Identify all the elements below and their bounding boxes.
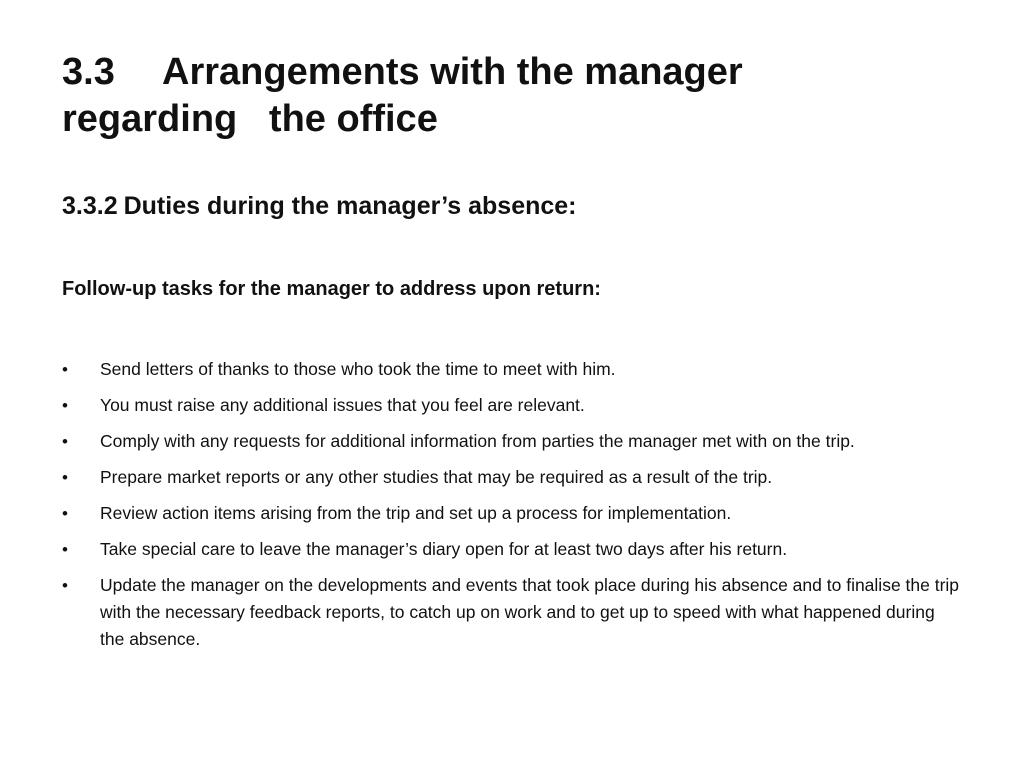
list-item-text: Prepare market reports or any other studies that may be required as a result of the trip.	[100, 467, 773, 487]
list-item	[62, 536, 962, 563]
list-item	[62, 392, 962, 419]
slide-title	[62, 49, 962, 143]
bullet-icon: •	[62, 540, 68, 559]
subtitle-number: 3.3.2	[62, 192, 118, 220]
list-item-text: Review action items arising from the trip and set up a process for implementation.	[100, 503, 732, 523]
section-subtitle	[62, 190, 577, 222]
bullet-icon: •	[62, 576, 68, 595]
bullet-icon: •	[62, 396, 68, 415]
subtitle-text: Duties during the manager’s absence:	[123, 192, 577, 220]
list-item	[62, 572, 962, 653]
title-line-2: regarding the office	[62, 98, 438, 140]
list-item-text: Take special care to leave the manager’s diary open for at least two days after his return.	[100, 539, 788, 559]
list-item-text: Update the manager on the developments and events that took place during his absence and to finalise the trip with the necessary feedback reports, to catch up on work and to get up to speed with what happened during the absence.	[100, 575, 960, 649]
list-item-text: Send letters of thanks to those who took the time to meet with him.	[100, 359, 616, 379]
list-item-text: You must raise any additional issues that you feel are relevant.	[100, 395, 585, 415]
list-item	[62, 464, 962, 491]
list-item	[62, 428, 962, 455]
list-item	[62, 356, 962, 383]
list-item	[62, 500, 962, 527]
bullet-icon: •	[62, 432, 68, 451]
bullet-list	[62, 356, 962, 662]
title-number: 3.3	[62, 51, 115, 93]
bullet-icon: •	[62, 360, 68, 379]
list-item-text: Comply with any requests for additional information from parties the manager met with on the trip.	[100, 431, 855, 451]
bullet-icon: •	[62, 468, 68, 487]
lead-heading: Follow-up tasks for the manager to address upon return:	[62, 278, 601, 300]
bullet-icon: •	[62, 504, 68, 523]
title-line-1: Arrangements with the manager	[162, 51, 743, 93]
